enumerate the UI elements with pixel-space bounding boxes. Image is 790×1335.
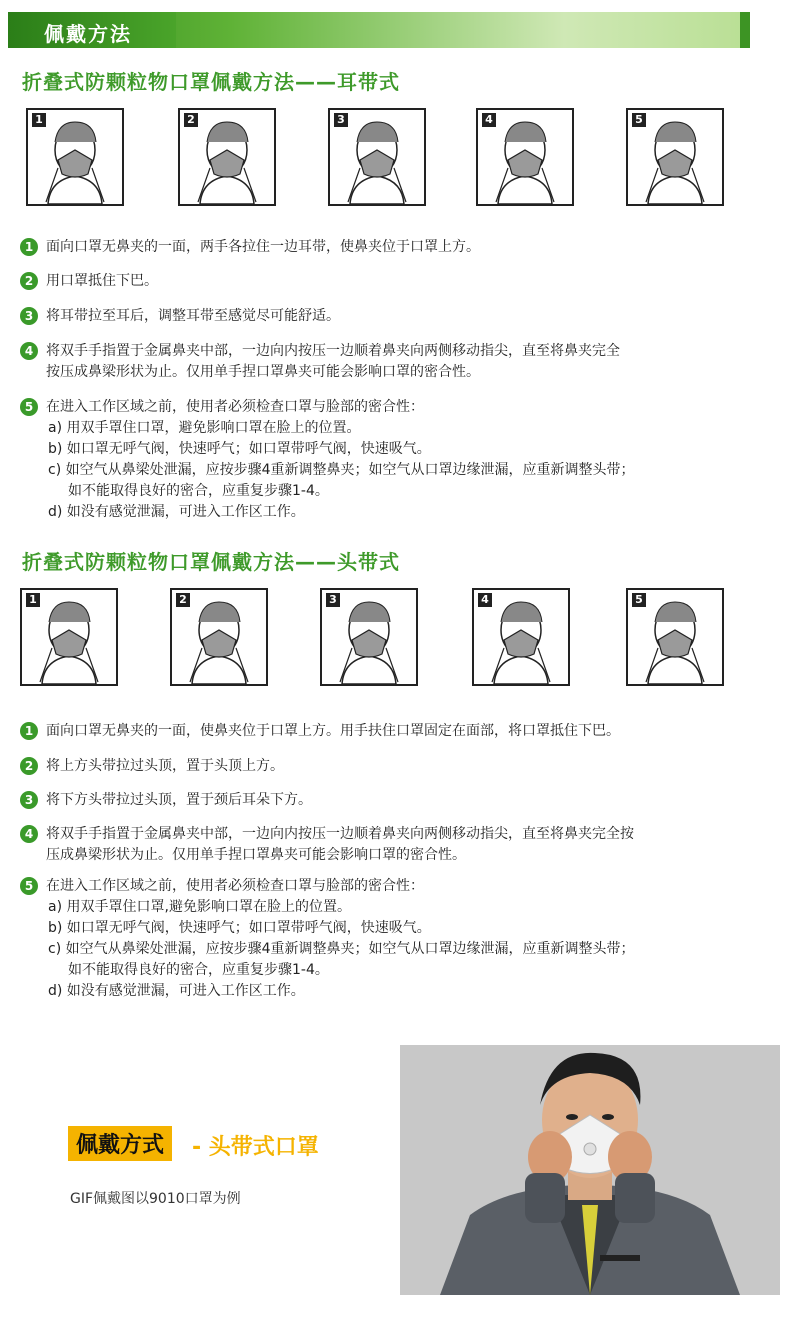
step-text xyxy=(46,306,340,327)
step-text xyxy=(46,721,620,742)
step-text xyxy=(46,397,424,418)
step-number-badge: 4 xyxy=(20,825,38,843)
fit-check-item: d) 如没有感觉泄漏，可进入工作区工作。 xyxy=(48,504,305,520)
fit-check-item: c) 如空气从鼻梁处泄漏，应按步骤4重新调整鼻夹；如空气从口罩边缘泄漏，应重新调整头带； xyxy=(48,462,635,478)
illustration-panel-5 xyxy=(626,588,724,686)
section-title-ear-loop: 折叠式防颗粒物口罩佩戴方法——耳带式 xyxy=(22,70,400,94)
step-number-badge: 4 xyxy=(20,342,38,360)
step-line: 面向口罩无鼻夹的一面，两手各拉住一边耳带，使鼻夹位于口罩上方。 xyxy=(46,239,480,255)
step-line: 在进入工作区域之前，使用者必须检查口罩与脸部的密合性： xyxy=(46,878,424,894)
step-4 xyxy=(20,824,634,866)
panel-number: 5 xyxy=(632,113,646,127)
banner-title: 佩戴方法 xyxy=(44,22,132,46)
step-text xyxy=(46,876,424,897)
panel-number: 2 xyxy=(176,593,190,607)
illustration-panel-4 xyxy=(476,108,574,206)
panel-number: 2 xyxy=(184,113,198,127)
step-line: 在进入工作区域之前，使用者必须检查口罩与脸部的密合性： xyxy=(46,399,424,415)
illustration-panel-2 xyxy=(178,108,276,206)
step-line: 按压成鼻梁形状为止。仅用单手捏口罩鼻夹可能会影响口罩的密合性。 xyxy=(46,364,480,380)
step-4 xyxy=(20,341,620,383)
step-line: 压成鼻梁形状为止。仅用单手捏口罩鼻夹可能会影响口罩的密合性。 xyxy=(46,847,466,863)
fit-check-item: c) 如空气从鼻梁处泄漏，应按步骤4重新调整鼻夹；如空气从口罩边缘泄漏，应重新调整头带； xyxy=(48,941,635,957)
panel-number: 4 xyxy=(482,113,496,127)
step-text xyxy=(46,237,480,258)
step-number-badge: 2 xyxy=(20,757,38,775)
illustration-panel-1 xyxy=(26,108,124,206)
step-number-badge: 5 xyxy=(20,877,38,895)
step-3 xyxy=(20,790,312,811)
fit-check-item: b) 如口罩无呼气阀，快速呼气；如口罩带呼气阀，快速吸气。 xyxy=(48,441,431,457)
step-2 xyxy=(20,271,158,292)
step-1 xyxy=(20,721,620,742)
step-text xyxy=(46,790,312,811)
panel-number: 4 xyxy=(478,593,492,607)
step-line: 将耳带拉至耳后，调整耳带至感觉尽可能舒适。 xyxy=(46,308,340,324)
head-strap-subtitle: - 头带式口罩 xyxy=(192,1135,319,1160)
step-number-badge: 1 xyxy=(20,722,38,740)
step-line: 将双手手指置于金属鼻夹中部，一边向内按压一边顺着鼻夹向两侧移动指尖，直至将鼻夹完全按 xyxy=(46,826,634,842)
illustration-panel-5 xyxy=(626,108,724,206)
step-line: 用口罩抵住下巴。 xyxy=(46,273,158,289)
fit-check-item: 如不能取得良好的密合，应重复步骤1-4。 xyxy=(68,962,329,978)
fit-check-item: d) 如没有感觉泄漏，可进入工作区工作。 xyxy=(48,983,305,999)
gif-caption: GIF佩戴图以9010口罩为例 xyxy=(70,1191,241,1207)
step-line: 面向口罩无鼻夹的一面，使鼻夹位于口罩上方。用手扶住口罩固定在面部，将口罩抵住下巴。 xyxy=(46,723,620,739)
panel-number: 1 xyxy=(32,113,46,127)
section-title-head-strap: 折叠式防颗粒物口罩佩戴方法——头带式 xyxy=(22,550,400,574)
step-5 xyxy=(20,876,424,897)
step-5 xyxy=(20,397,424,418)
fit-check-item: a) 用双手罩住口罩,避免影响口罩在脸上的位置。 xyxy=(48,899,351,915)
illustration-panel-2 xyxy=(170,588,268,686)
step-line: 将下方头带拉过头顶，置于颈后耳朵下方。 xyxy=(46,792,312,808)
illustration-panel-4 xyxy=(472,588,570,686)
step-number-badge: 1 xyxy=(20,238,38,256)
step-number-badge: 3 xyxy=(20,791,38,809)
step-text xyxy=(46,271,158,292)
panel-number: 5 xyxy=(632,593,646,607)
step-line: 将双手手指置于金属鼻夹中部，一边向内按压一边顺着鼻夹向两侧移动指尖，直至将鼻夹完全 xyxy=(46,343,620,359)
panel-number: 3 xyxy=(334,113,348,127)
fit-check-item: 如不能取得良好的密合，应重复步骤1-4。 xyxy=(68,483,329,499)
fit-check-item: a) 用双手罩住口罩，避免影响口罩在脸上的位置。 xyxy=(48,420,361,436)
header-banner xyxy=(8,12,750,48)
demo-photo xyxy=(400,1045,780,1295)
panel-number: 3 xyxy=(326,593,340,607)
illustration-panel-3 xyxy=(328,108,426,206)
step-text xyxy=(46,756,284,777)
wearing-method-label: 佩戴方式 xyxy=(68,1126,172,1161)
step-line: 将上方头带拉过头顶，置于头顶上方。 xyxy=(46,758,284,774)
panel-number: 1 xyxy=(26,593,40,607)
step-number-badge: 2 xyxy=(20,272,38,290)
step-number-badge: 5 xyxy=(20,398,38,416)
step-2 xyxy=(20,756,284,777)
step-1 xyxy=(20,237,480,258)
illustration-panel-1 xyxy=(20,588,118,686)
step-3 xyxy=(20,306,340,327)
banner-edge xyxy=(740,12,750,48)
step-number-badge: 3 xyxy=(20,307,38,325)
fit-check-item: b) 如口罩无呼气阀，快速呼气；如口罩带呼气阀，快速吸气。 xyxy=(48,920,431,936)
step-text xyxy=(46,341,620,383)
step-text xyxy=(46,824,634,866)
illustration-panel-3 xyxy=(320,588,418,686)
